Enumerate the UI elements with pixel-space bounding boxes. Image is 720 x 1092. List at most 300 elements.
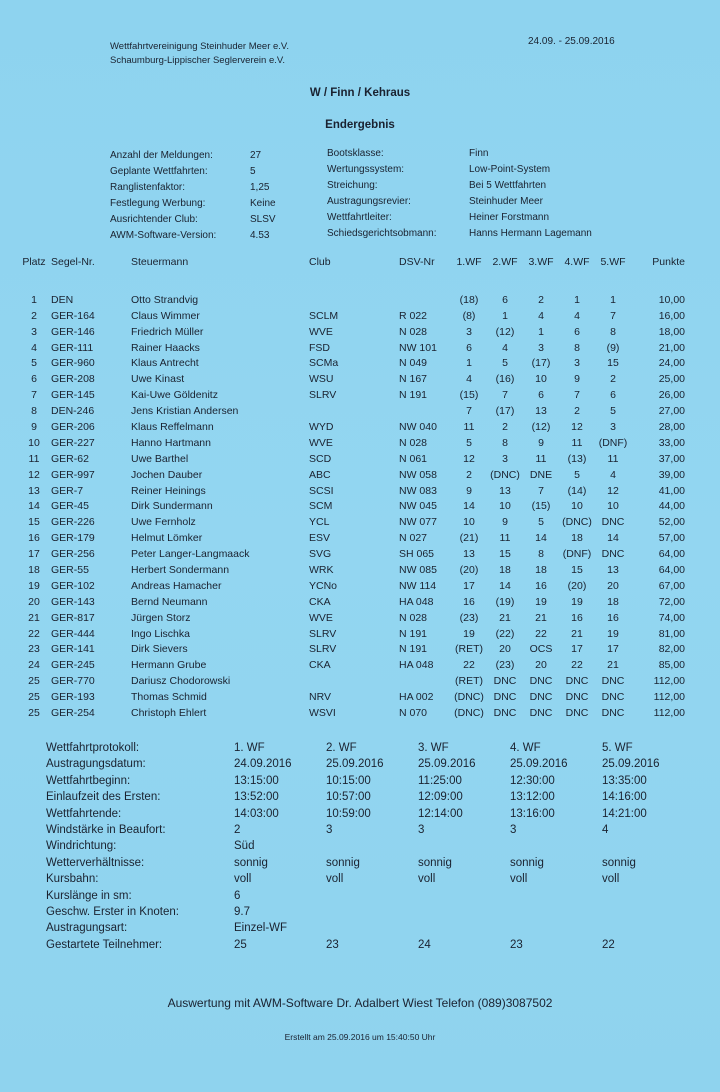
protocol-value: 13:15:00 — [234, 774, 279, 787]
result-cell: 10 — [463, 516, 475, 529]
protocol-value: sonnig — [418, 856, 452, 869]
result-row — [17, 308, 685, 324]
result-cell: 1 — [610, 293, 616, 306]
result-cell: 1 — [31, 293, 37, 306]
result-cell: 3 — [574, 357, 580, 370]
meta-label: Bootsklasse: — [327, 148, 384, 159]
result-cell: 6 — [538, 389, 544, 402]
result-row — [17, 705, 685, 721]
protocol-value: voll — [510, 873, 528, 886]
result-cell: 2 — [502, 420, 508, 433]
protocol-value: 24.09.2016 — [234, 758, 292, 771]
meta-label: Streichung: — [327, 180, 378, 191]
result-cell: 18,00 — [658, 325, 685, 338]
result-cell: 20 — [535, 659, 547, 672]
result-cell: (20) — [567, 579, 587, 592]
result-cell: 6 — [502, 293, 508, 306]
result-cell: DNC — [601, 516, 625, 529]
result-cell: Thomas Schmid — [131, 691, 207, 704]
result-cell — [399, 673, 451, 689]
col-header: Punkte — [652, 256, 685, 268]
result-cell: 2 — [466, 468, 472, 481]
result-cell: N 049 — [399, 357, 428, 370]
result-cell: 20 — [28, 595, 40, 608]
protocol-label: Kursbahn: — [46, 873, 99, 886]
protocol-label: Wettfahrtende: — [46, 807, 122, 820]
result-cell: OCS — [529, 643, 553, 656]
result-cell: 18 — [499, 563, 511, 576]
result-cell: GER-770 — [51, 675, 95, 688]
result-cell: 10 — [28, 436, 40, 449]
result-cell: WVE — [309, 325, 333, 338]
result-cell: 52,00 — [658, 516, 685, 529]
result-row — [17, 657, 685, 673]
result-cell: 17 — [571, 643, 583, 656]
result-cell: SCD — [309, 452, 332, 465]
result-cell: N 167 — [399, 373, 428, 386]
protocol-value: 3 — [326, 823, 333, 836]
result-cell: Otto Strandvig — [131, 293, 199, 306]
result-cell: WSU — [309, 373, 334, 386]
result-cell: (23) — [495, 659, 515, 672]
result-row — [17, 578, 685, 594]
result-cell: 10 — [571, 500, 583, 513]
organizer-block — [110, 40, 289, 68]
protocol-row — [46, 890, 694, 906]
result-cell: 10 — [499, 500, 511, 513]
result-cell: 21 — [535, 611, 547, 624]
result-cell: NW 040 — [399, 420, 437, 433]
result-cell: 3 — [466, 325, 472, 338]
result-cell — [309, 292, 399, 308]
result-cell: 3 — [538, 341, 544, 354]
result-cell: N 028 — [399, 436, 428, 449]
protocol-row — [46, 808, 694, 824]
result-cell: DNC — [565, 675, 589, 688]
protocol-label: Gestartete Teilnehmer: — [46, 938, 163, 951]
protocol-value: voll — [326, 873, 344, 886]
result-cell: 16 — [571, 611, 583, 624]
result-cell: 27,00 — [658, 405, 685, 418]
col-header: 1.WF — [456, 256, 482, 268]
result-cell: GER-179 — [51, 532, 95, 545]
result-cell: SCLM — [309, 309, 339, 322]
protocol-value: 3 — [510, 823, 517, 836]
result-cell: 18 — [535, 563, 547, 576]
result-cell: DNC — [529, 691, 553, 704]
col-header: 2.WF — [492, 256, 518, 268]
result-cell — [399, 403, 451, 419]
result-cell: Reiner Heinings — [131, 484, 206, 497]
result-cell: DEN — [51, 293, 74, 306]
meta-left-labels — [110, 148, 216, 244]
result-cell: Claus Wimmer — [131, 309, 200, 322]
result-cell: (RET) — [455, 675, 483, 688]
meta-label: Wettfahrtleiter: — [327, 212, 392, 223]
result-row — [17, 498, 685, 514]
result-cell: 85,00 — [658, 659, 685, 672]
result-cell: 44,00 — [658, 500, 685, 513]
result-cell: 26,00 — [658, 389, 685, 402]
result-cell: Jochen Dauber — [131, 468, 203, 481]
result-cell: 4 — [538, 309, 544, 322]
result-cell: GER-256 — [51, 548, 95, 561]
result-cell: GER-444 — [51, 627, 95, 640]
result-cell: (RET) — [455, 643, 483, 656]
result-cell: 11 — [571, 436, 583, 449]
protocol-value: 5. WF — [602, 742, 633, 754]
event-dates: 24.09. - 25.09.2016 — [528, 36, 615, 47]
result-cell: DNE — [529, 468, 553, 481]
result-cell: 2 — [538, 293, 544, 306]
result-cell: 5 — [610, 405, 616, 418]
meta-value: 5 — [250, 166, 256, 177]
result-cell: WSVI — [309, 706, 336, 719]
result-cell: NW 058 — [399, 468, 437, 481]
protocol-value: 3 — [418, 823, 425, 836]
result-cell: 33,00 — [658, 436, 685, 449]
result-cell: YCNo — [309, 579, 338, 592]
meta-label: Wertungssystem: — [327, 164, 405, 175]
result-cell: 64,00 — [658, 563, 685, 576]
result-cell: 20 — [607, 579, 619, 592]
result-cell: NW 083 — [399, 484, 437, 497]
protocol-row — [46, 824, 694, 840]
protocol-value: sonnig — [602, 856, 636, 869]
protocol-label: Wetterverhältnisse: — [46, 856, 145, 869]
protocol-value: 23 — [510, 938, 523, 951]
protocol-label: Geschw. Erster in Knoten: — [46, 905, 179, 918]
result-cell: (DNF) — [562, 548, 592, 561]
protocol-label: Windstärke in Beaufort: — [46, 823, 166, 836]
result-cell: 112,00 — [653, 691, 685, 704]
result-cell: WRK — [309, 563, 334, 576]
protocol-value: 9.7 — [234, 905, 250, 918]
protocol-value: 14:21:00 — [602, 807, 647, 820]
result-cell: GER-45 — [51, 500, 89, 513]
protocol-value: 2. WF — [326, 742, 357, 754]
result-cell: 14 — [535, 532, 547, 545]
col-header: Steuermann — [131, 256, 189, 268]
protocol-value — [326, 922, 418, 938]
protocol-value: 22 — [602, 938, 615, 951]
result-cell: 16 — [607, 611, 619, 624]
protocol-value — [602, 890, 694, 906]
result-cell: SLRV — [309, 627, 337, 640]
result-cell: 11 — [535, 452, 547, 465]
result-cell: 67,00 — [658, 579, 685, 592]
result-cell: Hermann Grube — [131, 659, 207, 672]
result-cell: 112,00 — [653, 706, 685, 719]
protocol-value — [510, 890, 602, 906]
protocol-value: sonnig — [326, 856, 360, 869]
result-cell: WYD — [309, 420, 334, 433]
result-cell: 4 — [574, 309, 580, 322]
result-row — [17, 467, 685, 483]
protocol-value: voll — [418, 873, 436, 886]
result-cell: (8) — [462, 309, 476, 322]
result-cell: 6 — [31, 373, 37, 386]
organizer-line-2: Schaumburg-Lippischer Seglerverein e.V. — [110, 55, 285, 66]
result-cell: 5 — [574, 468, 580, 481]
protocol-value: 25.09.2016 — [326, 758, 384, 771]
meta-left-values — [250, 148, 276, 244]
result-cell: Ingo Lischka — [131, 627, 190, 640]
result-cell: 28,00 — [658, 420, 685, 433]
result-cell: 2 — [610, 373, 616, 386]
result-cell: 7 — [31, 389, 37, 402]
result-cell: 81,00 — [658, 627, 685, 640]
protocol-value: 10:57:00 — [326, 791, 371, 804]
result-cell: 25 — [28, 691, 40, 704]
protocol-value — [326, 840, 418, 856]
result-cell: DNC — [493, 675, 517, 688]
result-cell: 20 — [499, 643, 511, 656]
result-cell: 18 — [28, 563, 40, 576]
result-row — [17, 403, 685, 419]
result-cell: (20) — [459, 563, 479, 576]
result-cell: 9 — [502, 516, 508, 529]
result-cell: 57,00 — [658, 532, 685, 545]
result-cell: (22) — [495, 627, 515, 640]
result-cell: 12 — [607, 484, 619, 497]
protocol-row — [46, 857, 694, 873]
result-cell: 5 — [31, 357, 37, 370]
meta-value: 4.53 — [250, 230, 270, 241]
protocol-value: 4. WF — [510, 742, 541, 754]
result-cell: GER-254 — [51, 706, 95, 719]
protocol-value: 13:12:00 — [510, 791, 555, 804]
result-cell: CKA — [309, 595, 331, 608]
result-row — [17, 419, 685, 435]
protocol-row — [46, 922, 694, 938]
result-cell: Peter Langer-Langmaack — [131, 548, 250, 561]
event-title: W / Finn / Kehraus — [309, 87, 411, 99]
meta-value: Keine — [250, 198, 276, 209]
result-cell: 16 — [28, 532, 40, 545]
result-cell: SH 065 — [399, 548, 435, 561]
protocol-value: 10:15:00 — [326, 774, 371, 787]
protocol-value: voll — [602, 873, 620, 886]
result-cell: 21 — [28, 611, 40, 624]
result-row — [17, 626, 685, 642]
result-cell: GER-817 — [51, 611, 95, 624]
protocol-value: 12:30:00 — [510, 774, 555, 787]
result-cell: N 191 — [399, 389, 428, 402]
result-cell: 16,00 — [658, 309, 685, 322]
protocol-value — [418, 922, 510, 938]
protocol-value: Süd — [234, 840, 255, 853]
result-cell: 3 — [610, 420, 616, 433]
result-row — [17, 514, 685, 530]
result-cell: (DNC) — [454, 691, 484, 704]
result-cell: 16 — [463, 595, 475, 608]
result-cell: DNC — [601, 548, 625, 561]
meta-label: Austragungsrevier: — [327, 196, 411, 207]
result-cell: Jens Kristian Andersen — [131, 405, 239, 418]
result-cell: 15 — [571, 563, 583, 576]
result-cell: 4 — [502, 341, 508, 354]
result-cell: Klaus Reffelmann — [131, 420, 214, 433]
protocol-value: 13:52:00 — [234, 791, 279, 804]
result-cell: 22 — [535, 627, 547, 640]
meta-value: Steinhuder Meer — [469, 196, 543, 207]
results-header-row — [17, 256, 685, 276]
result-cell: Christoph Ehlert — [131, 706, 207, 719]
result-cell: N 028 — [399, 611, 428, 624]
protocol-label: Wettfahrtbeginn: — [46, 774, 131, 787]
result-cell: 7 — [502, 389, 508, 402]
protocol-value: 12:09:00 — [418, 791, 463, 804]
result-cell: Andreas Hamacher — [131, 579, 222, 592]
protocol-value: 25 — [234, 938, 247, 951]
protocol-value: 13:16:00 — [510, 807, 555, 820]
meta-value: 27 — [250, 150, 262, 161]
result-cell: Dirk Sievers — [131, 643, 188, 656]
result-cell: DNC — [601, 675, 625, 688]
result-cell: GER-164 — [51, 309, 95, 322]
result-cell: WVE — [309, 611, 333, 624]
result-cell: N 061 — [399, 452, 428, 465]
result-cell: 17 — [28, 548, 40, 561]
result-cell: DEN-246 — [51, 405, 95, 418]
result-cell: (16) — [495, 373, 515, 386]
result-cell: Helmut Lömker — [131, 532, 203, 545]
result-cell: 16 — [535, 579, 547, 592]
result-cell: 7 — [466, 405, 472, 418]
result-cell: 9 — [538, 436, 544, 449]
col-header: Club — [309, 256, 331, 268]
result-cell: GER-997 — [51, 468, 95, 481]
protocol-value: 10:59:00 — [326, 807, 371, 820]
result-row — [17, 530, 685, 546]
result-cell: 17 — [463, 579, 475, 592]
result-cell: (15) — [531, 500, 551, 513]
protocol-value — [418, 840, 510, 856]
result-row — [17, 371, 685, 387]
result-cell: (17) — [531, 357, 551, 370]
result-cell: Uwe Fernholz — [131, 516, 196, 529]
result-cell: SCM — [309, 500, 333, 513]
col-header: Platz — [22, 256, 46, 268]
result-cell: 18 — [607, 595, 619, 608]
result-cell: WVE — [309, 436, 333, 449]
result-cell: NRV — [309, 691, 331, 704]
result-cell: 112,00 — [653, 675, 685, 688]
result-cell: 1 — [502, 309, 508, 322]
result-row — [17, 483, 685, 499]
result-cell: 24,00 — [658, 357, 685, 370]
result-cell: 11 — [499, 532, 511, 545]
protocol-label: Austragungsart: — [46, 922, 128, 935]
protocol-value: 12:14:00 — [418, 807, 463, 820]
meta-label: Anzahl der Meldungen: — [110, 150, 213, 161]
col-header: 5.WF — [600, 256, 626, 268]
result-cell: GER-62 — [51, 452, 89, 465]
result-cell: (18) — [459, 293, 479, 306]
protocol-value — [602, 922, 694, 938]
result-cell: 8 — [574, 341, 580, 354]
result-cell: GER-227 — [51, 436, 95, 449]
protocol-value: 25.09.2016 — [510, 758, 568, 771]
col-header: 3.WF — [528, 256, 554, 268]
result-cell: DNC — [529, 706, 553, 719]
protocol-row — [46, 791, 694, 807]
result-cell: 14 — [607, 532, 619, 545]
protocol-value: 23 — [326, 938, 339, 951]
result-cell: NW 045 — [399, 500, 437, 513]
result-row — [17, 673, 685, 689]
protocol-value — [510, 922, 602, 938]
protocol-value: 13:35:00 — [602, 774, 647, 787]
result-cell: 19 — [463, 627, 475, 640]
result-cell: 13 — [499, 484, 511, 497]
result-cell: 19 — [28, 579, 40, 592]
meta-label: AWM-Software-Version: — [110, 230, 217, 241]
meta-right-values — [469, 146, 592, 242]
result-cell: 11 — [28, 452, 40, 465]
result-cell: 15 — [499, 548, 511, 561]
protocol-label: Wettfahrtprotokoll: — [46, 742, 140, 754]
result-cell: (15) — [459, 389, 479, 402]
result-cell: 3 — [31, 325, 37, 338]
result-cell: 8 — [538, 548, 544, 561]
result-row — [17, 546, 685, 562]
result-cell: 23 — [28, 643, 40, 656]
protocol-value: 25.09.2016 — [418, 758, 476, 771]
result-row — [17, 610, 685, 626]
col-header: 4.WF — [564, 256, 590, 268]
protocol-value: 11:25:00 — [418, 774, 462, 787]
result-cell: HA 002 — [399, 691, 434, 704]
result-cell: SCMa — [309, 357, 339, 370]
result-cell: ESV — [309, 532, 331, 545]
result-cell: DNC — [493, 706, 517, 719]
protocol-row — [46, 840, 694, 856]
result-cell: 4 — [31, 341, 37, 354]
result-cell — [399, 292, 451, 308]
result-cell: 8 — [610, 325, 616, 338]
result-cell: 17 — [607, 643, 619, 656]
result-cell: Kai-Uwe Göldenitz — [131, 389, 218, 402]
result-cell: NW 085 — [399, 563, 437, 576]
result-cell: N 191 — [399, 643, 428, 656]
result-cell: DNC — [601, 691, 625, 704]
result-cell: 7 — [610, 309, 616, 322]
result-cell: 1 — [574, 293, 580, 306]
result-cell: HA 048 — [399, 595, 434, 608]
result-cell: 12 — [571, 420, 583, 433]
meta-label: Festlegung Werbung: — [110, 198, 206, 209]
result-cell: 14 — [463, 500, 475, 513]
result-cell: GER-7 — [51, 484, 84, 497]
result-cell: 15 — [28, 516, 40, 529]
result-cell: (12) — [531, 420, 551, 433]
result-cell: 9 — [31, 420, 37, 433]
result-cell: 19 — [535, 595, 547, 608]
result-cell: 6 — [466, 341, 472, 354]
result-cell: 13 — [28, 484, 40, 497]
result-cell: (DNC) — [490, 468, 520, 481]
protocol-row — [46, 742, 694, 758]
result-cell: GER-226 — [51, 516, 95, 529]
meta-label: Ranglistenfaktor: — [110, 182, 186, 193]
result-cell: GER-193 — [51, 691, 95, 704]
result-cell: GER-208 — [51, 373, 95, 386]
result-cell: 7 — [538, 484, 544, 497]
result-cell: Uwe Kinast — [131, 373, 185, 386]
result-cell: GER-141 — [51, 643, 95, 656]
